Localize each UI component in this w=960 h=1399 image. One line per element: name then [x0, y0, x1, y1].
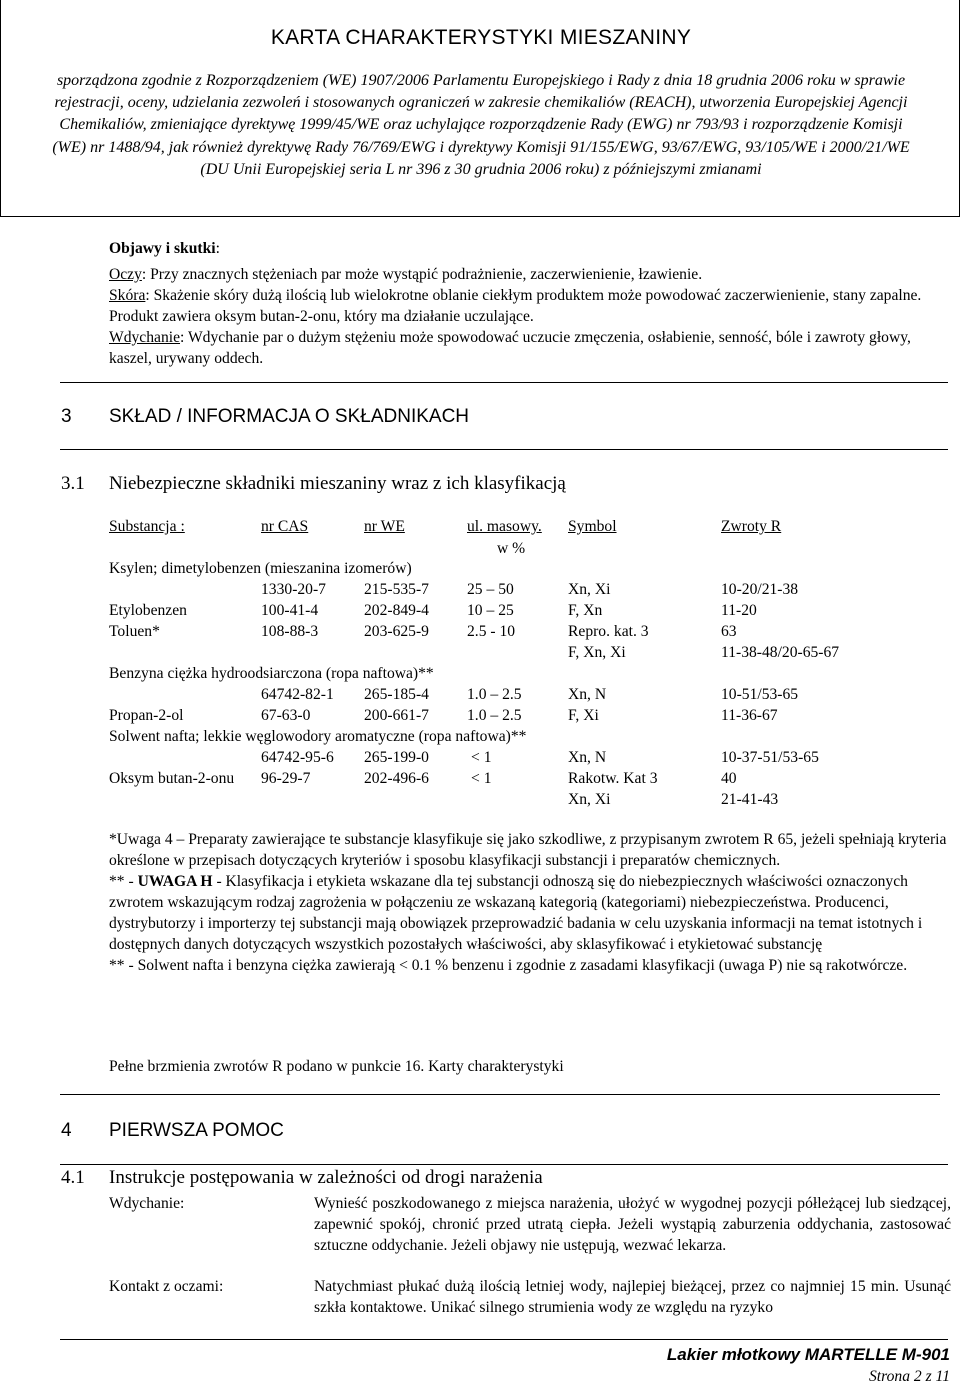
- cell-we: 200-661-7: [364, 707, 429, 724]
- cell-r: 11-36-67: [721, 707, 778, 724]
- table-row: [109, 644, 949, 665]
- cell-cas: 1330-20-7: [261, 581, 326, 598]
- cell-r: 21-41-43: [721, 791, 779, 808]
- table-row: [109, 791, 949, 812]
- cell-name: Benzyna ciężka hydroodsiarczona (ropa naftowa)**: [109, 665, 434, 682]
- col-substance-header: Substancja :: [109, 518, 185, 535]
- table-row: [109, 602, 949, 623]
- cell-cas: 64742-95-6: [261, 749, 334, 766]
- col-cas-header: nr CAS: [261, 518, 309, 535]
- cell-mass: 1.0 – 2.5: [467, 707, 522, 724]
- cell-symbol: Xn, N: [568, 749, 607, 766]
- symptoms-eyes: [109, 264, 949, 285]
- cell-r: 10-51/53-65: [721, 686, 799, 703]
- first-aid-inhalation-text: Wynieść poszkodowanego z miejsca narażenia, ułożyć w wygodnej pozycji półleżącej lub siedzącej, zapewnić spokój, chronić przed utratą ciepła. Jeżeli wystąpią zaburzenia oddychania, zastosować sztuczne oddychanie. Jeżeli objawy nie ustępują, wezwać lekarza.: [314, 1195, 951, 1254]
- symptoms-skin-text: : Skażenie skóry dużą ilością lub wielokrotne oblanie ciekłym produktem może powodować zaczerwienienie, stany zapalne. Produkt zawiera oksym butan-2-onu, który ma działanie uczulające.: [109, 287, 922, 325]
- note-uwaga-h-text: - Klasyfikacja i etykieta wskazane dla tej substancji odnoszą się do niebezpiecznych właściwości oznaczonych zwrotem wskazującym rodzaj zagrożenia w połączeniu ze wskazaną kategorią (kategoriami) niebezpieczeństwa. Producenci, dystrybutorzy i importerzy tej substancji mają obowiązek przeprowadzić badania w celu uzyskania informacji na temat istotnych i dostępnych danych dotyczących wszystkich pozostałych właściwości, aby sklasyfikować i etykietować substancję: [109, 873, 923, 953]
- footer-product-name: Lakier młotkowy MARTELLE M-901: [666, 1345, 950, 1364]
- cell-r: 40: [721, 770, 737, 787]
- cell-symbol: F, Xn, Xi: [568, 644, 626, 661]
- symptoms-eyes-text: : Przy znacznych stężeniach par może wystąpić podrażnienie, zaczerwienienie, łzawienie.: [141, 266, 703, 283]
- table-row: [109, 581, 949, 602]
- cell-name: Propan-2-ol: [109, 707, 184, 724]
- cell-name: Oksym butan-2-onu: [109, 770, 235, 787]
- note-uwaga-4: *Uwaga 4 – Preparaty zawierające te substancje klasyfikuje się jako szkodliwe, z przypisanym zwrotem R 65, jeżeli spełniają kryteria określone w przepisach dotyczących kryteriów i sposobu klasyfikacji substancji i preparatów chemicznych.: [109, 831, 947, 869]
- symptoms-skin: [109, 285, 949, 327]
- cell-symbol: Rakotw. Kat 3: [568, 770, 658, 787]
- cell-symbol: Xn, Xi: [568, 581, 611, 598]
- document-title: KARTA CHARAKTERYSTYKI MIESZANINY: [270, 26, 692, 49]
- divider: [60, 382, 948, 383]
- cell-mass: 1.0 – 2.5: [467, 686, 522, 703]
- cell-symbol: F, Xn: [568, 602, 603, 619]
- section-4-1-title: Instrukcje postępowania w zależności od drogi narażenia: [109, 1167, 543, 1188]
- section-4-title: PIERWSZA POMOC: [109, 1120, 284, 1141]
- table-header-unit-row: [109, 540, 949, 561]
- section-3-title: SKŁAD / INFORMACJA O SKŁADNIKACH: [109, 406, 470, 427]
- col-r-header: Zwroty R: [721, 518, 782, 535]
- document-regulation-subtitle: sporządzona zgodnie z Rozporządzeniem (WE) 1907/2006 Parlamentu Europejskiego i Rady z dnia 18 grudnia 2006 roku w sprawie rejestracji, oceny, udzielania zezwoleń i stosowanych ograniczeń w zakresie chemikaliów (REACH), utworzenia Europejskiej Agencji Chemikaliów, zmieniające dyrektywę 1999/45/WE oraz uchylające rozporządzenie Rady (EWG) nr 793/93 i rozporządzenie Komisji (WE) nr 1488/94, jak również dyrektywę Rady 76/769/EWG i dyrektywy Komisji 91/155/EWG, 93/67/EWG, 93/105/WE i 2000/21/WE (DU Unii Europejskiej seria L nr 396 z 30 grudnia 2006 roku) z późniejszymi zmianami: [52, 72, 910, 178]
- symptoms-inhalation: [109, 327, 949, 369]
- section-3-1-title: Niebezpieczne składniki mieszaniny wraz z ich klasyfikacją: [109, 473, 566, 494]
- symptoms-block: [109, 238, 949, 369]
- cell-we: 203-625-9: [364, 623, 429, 640]
- table-row: [109, 749, 949, 770]
- section-4-1-number: 4.1: [61, 1167, 85, 1188]
- cell-cas: 67-63-0: [261, 707, 311, 724]
- col-symbol-header: Symbol: [568, 518, 617, 535]
- cell-symbol: F, Xi: [568, 707, 599, 724]
- cell-we: 265-199-0: [364, 749, 429, 766]
- cell-name: Toluen*: [109, 623, 160, 640]
- cell-mass: 25 – 50: [467, 581, 514, 598]
- cell-cas: 64742-82-1: [261, 686, 334, 703]
- table-row: [109, 770, 949, 791]
- symptoms-inhalation-text: : Wdychanie par o dużym stężeniu może spowodować uczucie zmęczenia, osłabienie, senność, bóle i zawroty głowy, kaszel, urywany oddech.: [109, 329, 911, 367]
- symptoms-heading-line: [109, 238, 949, 259]
- cell-r: 11-38-48/20-65-67: [721, 644, 840, 661]
- first-aid-eyes-text: Natychmiast płukać dużą ilością letniej wody, najlepiej bieżącej, przez co najmniej 15 min. Usunąć szkła kontaktowe. Unikać silnego strumienia wody ze względu na ryzyko: [314, 1278, 951, 1316]
- table-row: [109, 560, 949, 581]
- cell-symbol: Xn, N: [568, 686, 607, 703]
- cell-mass: < 1: [471, 749, 492, 766]
- symptoms-skin-label: Skóra: [109, 287, 146, 304]
- cell-r: 10-20/21-38: [721, 581, 799, 598]
- cell-symbol: Xn, Xi: [568, 791, 611, 808]
- cell-mass: < 1: [471, 770, 492, 787]
- cell-r: 10-37-51/53-65: [721, 749, 819, 766]
- note-uwaga-h-label: UWAGA H: [137, 873, 213, 890]
- table-row: [109, 623, 949, 644]
- composition-notes: [109, 829, 949, 976]
- cell-name: Ksylen; dimetylobenzen (mieszanina izomerów): [109, 560, 412, 577]
- cell-we: 202-849-4: [364, 602, 429, 619]
- cell-name: Etylobenzen: [109, 602, 187, 619]
- full-r-phrases-reference: Pełne brzmienia zwrotów R podano w punkcie 16. Karty charakterystyki: [109, 1058, 564, 1075]
- col-mass-unit: w %: [497, 540, 526, 557]
- note-uwaga-h-prefix: ** -: [109, 873, 138, 890]
- section-4-number: 4: [61, 1120, 72, 1141]
- divider: [60, 449, 948, 450]
- col-we-header: nr WE: [364, 518, 405, 535]
- section-3-1-number: 3.1: [61, 473, 85, 494]
- first-aid-inhalation-label: Wdychanie:: [109, 1195, 185, 1212]
- cell-r: 63: [721, 623, 737, 640]
- note-uwaga-h: [109, 871, 949, 955]
- cell-cas: 100-41-4: [261, 602, 319, 619]
- table-row: [109, 665, 949, 686]
- cell-we: 202-496-6: [364, 770, 429, 787]
- table-row: [109, 686, 949, 707]
- symptoms-heading: Objawy i skutki: [109, 240, 216, 257]
- cell-cas: 96-29-7: [261, 770, 311, 787]
- table-row: [109, 707, 949, 728]
- divider: [60, 1094, 940, 1095]
- footer-page-number: Strona 2 z 11: [868, 1368, 950, 1385]
- table-row: [109, 728, 949, 749]
- cell-we: 265-185-4: [364, 686, 429, 703]
- section-3-number: 3: [61, 406, 72, 427]
- col-mass-header: ul. masowy.: [467, 518, 542, 535]
- note-solvent-benzene: ** - Solwent nafta i benzyna ciężka zawierają < 0.1 % benzenu i zgodnie z zasadami klasyfikacji (uwaga P) nie są rakotwórcze.: [109, 957, 908, 974]
- divider: [60, 1164, 948, 1165]
- symptoms-heading-colon: :: [215, 240, 220, 257]
- cell-mass: 10 – 25: [467, 602, 514, 619]
- cell-we: 215-535-7: [364, 581, 429, 598]
- footer-divider: [60, 1339, 948, 1340]
- document-header: [0, 0, 960, 217]
- cell-mass: 2.5 - 10: [467, 623, 516, 640]
- first-aid-eyes-label: Kontakt z oczami:: [109, 1278, 224, 1295]
- symptoms-inhalation-label: Wdychanie: [109, 329, 181, 346]
- symptoms-eyes-label: Oczy: [109, 266, 142, 283]
- cell-name: Solwent nafta; lekkie węglowodory aromatyczne (ropa naftowa)**: [109, 728, 527, 745]
- table-header-row: [109, 518, 949, 539]
- cell-cas: 108-88-3: [261, 623, 319, 640]
- cell-symbol: Repro. kat. 3: [568, 623, 649, 640]
- cell-r: 11-20: [721, 602, 757, 619]
